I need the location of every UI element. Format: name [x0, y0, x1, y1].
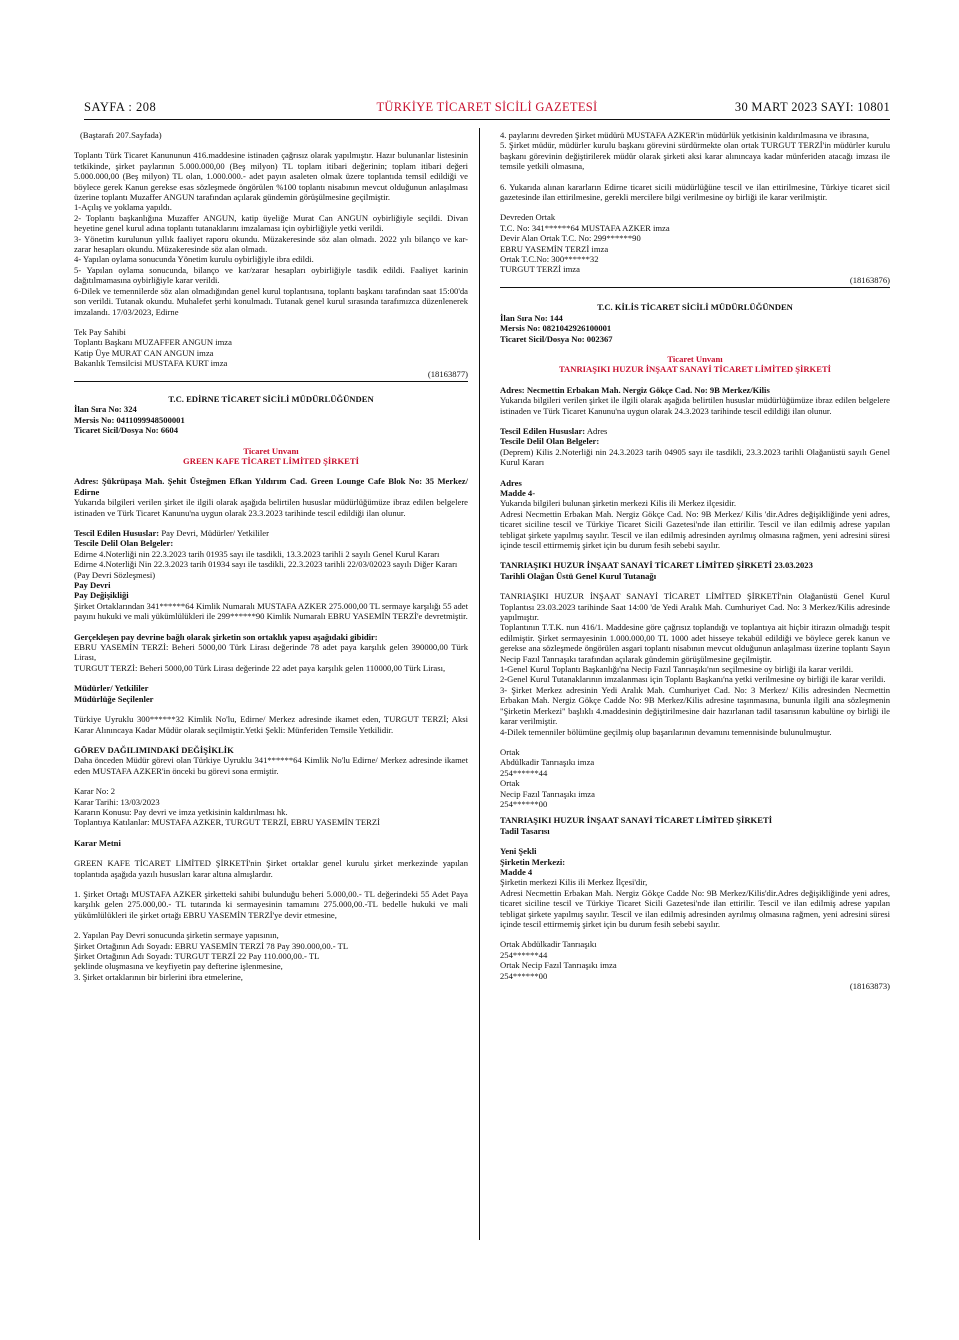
trade-name: TANRIAŞIKI HUZUR İNŞAAT SANAYİ TİCARET LİMİTED ŞİRKETİ: [558, 364, 832, 375]
partner-signature: 254******00: [500, 798, 548, 809]
decision-item: 5. Şirket müdür, müdürler kurulu başkanı görevini sürdürmekte olan ortak TURGUT TERZİ'in müdürler kurulu başkanı görevinin değiştirilerek müdür olarak şirketi aksi karar alınıncaya kadar münferiden atacağı imzası ile temsile yetkili olmasına,: [500, 140, 890, 172]
partner-share: EBRU YASEMİN TERZİ: Beheri 5000,00 Türk Lirası değerinde 78 adet paya karşılık gelen 390000,00 Türk Lirası,: [74, 642, 468, 663]
signature-line: Bakanlık Temsilcisi MUSTAFA KURT imza: [74, 358, 228, 369]
partner-signature: 254******44: [500, 949, 548, 960]
transfer-signature: EBRU YASEMİN TERZİ imza: [500, 243, 609, 254]
agenda-item: 4- Yapılan oylama sonucunda Yönetim kurulu oybirliğiyle ibra edildi.: [74, 254, 314, 265]
continued-note: (Baştarafı 207.Sayfada): [80, 130, 162, 140]
article-heading: Madde 4: [500, 866, 533, 877]
decision-item: şeklinde oluşmasına ve keyfiyetin pay defterine işlenmesine,: [74, 961, 283, 972]
decision-info: Kararın Konusu: Pay devri ve imza yetkisinin kaldırılması hk.: [74, 806, 288, 817]
new-form-heading: Yeni Şekli: [500, 846, 537, 857]
decision-text-heading: Karar Metni: [74, 837, 121, 848]
duty-change-text: Daha önceden Müdür görevi olan Türkiye Uyruklu 341******64 Kimlik No'lu Edirne/ Merkez adresinde ikamet eden MUSTAFA AZKER'in önceki bu görevi sona ermiştir.: [74, 755, 468, 776]
registered-matters-value: Pay Devri, Müdürler/ Yetkililer: [159, 528, 269, 538]
article-text: Adresi Necmettin Erbakan Mah. Nergiz Gökçe Cadde No: 9B Merkez/Kilis'dir.Adres değişikliğinde yeni adres, ticaret siciline tescil ve Türkiye Ticaret Sicili Gazetesi'nde ilan ettirilir. Tescil ve ilan edilmiş adrese yapılan tebligat şirkete yapılmış sayılır. Tescil ve ilan edilmiş adresinden ayrılmış olmasına rağmen, yeni adresini süresi içinde tescil ettirmemiş şirket için bu durum fesih sebebi sayılır.: [500, 887, 890, 929]
agenda-item: 3- Yönetim kurulunun yıllık faaliyet raporu okundu. Müzakeresinde söz alan olmadı. 2022 yılı bilanço ve kar-zarar hesapları okundu. Müzakeresinde söz alan olmadı.: [74, 233, 468, 255]
registry-office: T.C. EDİRNE TİCARET SİCİLİ MÜDÜRLÜĞÜNDEN: [168, 393, 374, 404]
registered-matters-value: Adres: [585, 425, 608, 436]
agenda-item: 5- Yapılan oylama sonucunda, bilanço ve kar/zarar hesapları oybirliğiyle tasdik edildi. Faaliyet karinin dağıtılmamasına oybirliğiyle karar verildi.: [74, 264, 468, 286]
partnership-structure-title: Gerçekleşen pay devrine bağlı olarak şirketin son ortaklık yapısı aşağıdaki gibidir:: [74, 631, 378, 642]
section-divider: [74, 381, 468, 382]
evidence-doc: (Pay Devri Sözleşmesi): [74, 569, 156, 580]
partner-signature: 254******00: [500, 970, 548, 981]
amendment-subtitle: Tadil Tasarısı: [500, 825, 550, 836]
signature-line: Toplantı Başkanı MUZAFFER ANGUN imza: [74, 337, 232, 348]
signature-line: Katip Üye MURAT CAN ANGUN imza: [74, 347, 214, 358]
evidence-doc: (Deprem) Kilis 2.Noterliği nin 24.3.2023 tarih 04905 sayı ile tasdikli, 23.3.2023 tarihli Olağanüstü sayılı Genel Kurul Kararı: [500, 446, 890, 468]
sicil-no: Ticaret Sicil/Dosya No: 6604: [74, 425, 178, 436]
page-number: SAYFA : 208: [84, 100, 157, 114]
transfer-signature: Ortak T.C.No: 300******32: [500, 254, 599, 265]
decision-item: Şirket Ortağının Adı Soyadı: EBRU YASEMİN TERZİ 78 Pay 390.000,00.- TL: [74, 940, 349, 951]
ilan-no: İlan Sıra No: 144: [500, 312, 563, 323]
transfer-signature: Devreden Ortak: [500, 212, 556, 223]
decision-item: 1. Şirket Ortağı MUSTAFA AZKER şirketteki sahibi bulunduğu beheri 5.000,00.- TL değerindeki 55 Adet Paya karşılık gelen 275.000,00.- TL tutarında ki sermayesinin tamamını 275.000,00.-TL bedelle hukuki ve mali yükümlülükleri ile şirket ortağı EBRU YASEMİN TERZİ'ye devir etmesine,: [74, 888, 468, 920]
transfer-signature: T.C. No: 341******64 MUSTAFA AZKER imza: [500, 222, 670, 233]
decision-item: 3. Şirket ortaklarının bir birlerini ibra etmelerine,: [74, 971, 243, 982]
decision-item: 6. Yukarıda alınan kararların Edirne ticaret sicili müdürlüğüne tescil ve ilan ettirilmesine, Türkiye ticaret sicil gazetesinde ilan ettirilmesine, gerekli mercilere bilgi verilmesine oy birliği ile karar verilmiştir.: [500, 181, 890, 203]
decision-item: 4. paylarını devreden Şirket müdürü MUSTAFA AZKER'in müdürlük yetkisinin kaldırılmasına ve ibrasına,: [500, 130, 869, 140]
decision-item: Şirket Ortağının Adı Soyadı: TURGUT TERZİ 22 Pay 110.000,00.- TL: [74, 951, 320, 961]
section-divider: [500, 287, 890, 288]
address-heading: Adres: [500, 477, 522, 488]
partner-signature: 254******44: [500, 767, 548, 778]
minutes-item: 1-Genel Kurul Toplantı Başkanlığı'na Necip Fazıl Tanrıaşıkı'nın seçilmesine oy birliği ila karar verildi.: [500, 664, 854, 675]
address-description: Yukarıda bilgileri verilen şirket ile ilgili olarak aşağıda belirtilen hususlar müdürlüğümüze ibraz edilen belgelere istinaden ve Türk Ticaret Kanunu'na uygun olarak 23.3.2023 tarihinde tescil edildiği ilan olunur.: [74, 497, 468, 518]
company-seat-heading: Şirketin Merkezi:: [500, 856, 566, 867]
registered-matters-label: Tescil Edilen Hususlar:: [500, 425, 586, 436]
mersis-no: Mersis No: 0411099948500001: [74, 414, 185, 425]
left-column: [74, 130, 468, 982]
registered-matters-label: Tescil Edilen Hususlar:: [74, 528, 160, 538]
meeting-intro: Toplantı Türk Ticaret Kanununun 416.maddesine istinaden çağrısız olarak yapılmıştır. Hazır bulunanlar listesinin tetkikinde, şirket paylarının 5.000.000,00 (Beş milyon) TL toplam itibari değerinin; toplam itibari değeri 5.000.000,00 (Beş milyon) TL olan, 1.000.000.- adet payın asaleten olmak üzere toplantıda temsil edildiği ve böylece gerek Kanun gerekse esas sözleşmede öngörülen %100 toplantı nisabının mevcut olduğunun anlaşılması üzerine toplantı Muzaffer ANGUN tarafından açılarak gündemin görüşülmesine geçilmiştir.: [74, 150, 468, 203]
partner-signature: Ortak: [500, 778, 520, 789]
article-text: Şirketin merkezi Kilis ili Merkez İlçesi'dir,: [500, 877, 648, 888]
minutes-item: 2-Genel Kurul Tutanaklarının imzalanması için Toplantı Başkanı'na yetki verilmesine oy birliği ile karar verildi.: [500, 674, 886, 685]
partner-signature: Necip Fazıl Tanrıaşıkı imza: [500, 788, 595, 799]
manager-text: Türkiye Uyruklu 300******32 Kimlik No'lu, Edirne/ Merkez adresinde ikamet eden, TURGUT TERZİ; Aksi Karar Alınıncaya Kadar Müdür olarak seçilmiştir.Yetki Şekli: Münferiden Temsile Yetkilidir.: [74, 714, 468, 735]
registry-office: T.C. KİLİS TİCARET SİCİLİ MÜDÜRLÜĞÜNDEN: [597, 302, 793, 313]
evidence-docs-label: Tescile Delil Olan Belgeler:: [500, 436, 600, 447]
evidence-doc: Edirne 4.Noterliği Nin 22.3.2023 tarih 01934 sayı ile tasdikli, 22.3.2023 tarihli 22/03/02023 sayılı Diğer Kararı: [74, 559, 458, 570]
partner-signature: Ortak Abdülkadir Tanrıaşıkı: [500, 939, 597, 950]
decision-info: Toplantıya Katılanlar: MUSTAFA AZKER, TURGUT TERZİ, EBRU YASEMİN TERZİ: [74, 817, 381, 828]
minutes-subtitle: Tarihli Olağan Üstü Genel Kurul Tutanağı: [500, 570, 657, 581]
share-transfer-heading: Pay Devri: [74, 580, 111, 591]
share-change-heading: Pay Değişikliği: [74, 590, 129, 601]
sicil-no: Ticaret Sicil/Dosya No: 002367: [500, 333, 613, 344]
elected-managers-heading: Müdürlüğe Seçilenler: [74, 693, 154, 704]
mersis-no: Mersis No: 0821042926100001: [500, 323, 612, 334]
decision-info: Karar Tarihi: 13/03/2023: [74, 796, 160, 807]
agenda-item: 1-Açılış ve yoklama yapıldı.: [74, 202, 172, 213]
partner-share: TURGUT TERZİ: Beheri 5000,00 Türk Lirası değerinde 22 adet paya karşılık gelen 110000,00 Türk Lirası,: [74, 662, 446, 673]
registered-matters: [500, 426, 890, 436]
signature-line: Tek Pay Sahibi: [74, 326, 126, 337]
issue-date: 30 MART 2023 SAYI: 10801: [734, 100, 890, 114]
minutes-body: Toplantının T.T.K. nun 416/1. Maddesine göre çağrısız toplandığı ve toplantıya ait hiçbir itirazın olmadığı tespit edilmiştir. Şirket sermayesinin 1.000.000,00 TL 1000 adet hisseye tekabül edildiği ve böylece gerek kanun ve gerekse ana sözleşmede öngörülen asgari toplantı nisabının mevcut olduğunun anlaşılması üzerine toplantı Sayın Necip Fazıl Tanrıaşıkı tarafından açılarak gündemin görüşülmesine geçilmiştir.: [500, 622, 890, 664]
announcement-ref: (18163877): [427, 368, 468, 379]
trade-name-label: Ticaret Unvanı: [667, 353, 723, 364]
managers-heading: Müdürler/ Yetkililer: [74, 683, 149, 694]
evidence-docs-label: Tescile Delil Olan Belgeler:: [74, 538, 174, 549]
evidence-doc: Edirne 4.Noterliği nin 22.3.2023 tarih 01935 sayı ile tasdikli, 13.3.2023 tarihli 2 sayılı Genel Kurul Kararı: [74, 548, 440, 559]
partner-signature: Ortak: [500, 746, 520, 757]
trade-name-label: Ticaret Unvanı: [243, 445, 299, 456]
minutes-title: TANRIAŞIKI HUZUR İNŞAAT SANAYİ TİCARET LİMİTED ŞİRKETİ 23.03.2023: [500, 560, 813, 571]
announcement-ref: (18163876): [849, 274, 890, 285]
transfer-signature: TURGUT TERZİ imza: [500, 264, 580, 275]
gazette-title: TÜRKİYE TİCARET SİCİLİ GAZETESİ: [376, 100, 598, 114]
registered-matters: [74, 528, 468, 538]
agenda-item: 2- Toplantı başkanlığına Muzaffer ANGUN, katip üyeliğe Murat Can ANGUN oybirliğiyle seçildi. Divan heyetine genel kurul adına toplantı tutanaklarını imzalaması için oybirliğiyle yetki verildi.: [74, 212, 468, 234]
page-header: [84, 100, 890, 118]
right-column: [500, 130, 890, 991]
agenda-item: 6-Dilek ve temennilerde söz alan olmadığından genel kurul toplantısına, toplantı başkanı tarafından saat 15:00'da son verildi. Tutanak okundu. Muhalefet şerhi konulmadı. Tutanak genel kurul sırasında tarafımızca düzenlenerek imzalandı. 17/03/2023, Edirne: [74, 285, 468, 317]
transfer-signature: Devir Alan Ortak T.C. No: 299******90: [500, 233, 641, 244]
partner-signature: Ortak Necip Fazıl Tanrıaşıkı imza: [500, 960, 617, 971]
company-address: Adres: Şükrüpaşa Mah. Şehit Üsteğmen Efkan Yıldırım Cad. Green Lounge Cafe Blok No: 35 Merkez/ Edirne: [74, 476, 468, 497]
address-description: Yukarıda bilgileri verilen şirket ile ilgili olarak aşağıda belirtilen hususlar müdürlüğümüze ibraz edilen belgelere istinaden ve Türk Ticaret Kanunu'na uygun olarak 24.3.2023 tarihinde tescil edildiği ilan olunur.: [500, 395, 890, 416]
decision-item: 2. Yapılan Pay Devri sonucunda şirketin sermaye yapısının,: [74, 930, 279, 941]
amendment-title: TANRIAŞIKI HUZUR İNŞAAT SANAYİ TİCARET LİMİTED ŞİRKETİ: [500, 815, 773, 826]
minutes-intro: TANRIAŞIKI HUZUR İNŞAAT SANAYİ TİCARET LİMİTED ŞİRKETİ'nin Olağanüstü Genel Kurul Toplantısı 23.03.2023 tarihinde Saat 14:00 'de Yedi Aralık Mah. Cumhuriyet Cad. No: 3 Merkez/Kilis adresinde yapılmıştır.: [500, 591, 890, 623]
ilan-no: İlan Sıra No: 324: [74, 404, 137, 415]
article-text: Adresi Necmettin Erbakan Mah. Nergiz Gökçe Cad. No: 9B Merkez/ Kilis 'dir.Adres değişikliğinde yeni adres, ticaret siciline tescil ve Türkiye Ticaret Sicili Gazetesi'nde ilan ettirilir. Tescil ve ilan edilmiş adrese yapılan tebligat şirkete yapılmış sayılır. Tescil ve ilan edilmiş adresinden ayrılmış olmasına rağmen, yeni adresini süresi içinde tescil ettirmemiş şirket için bu durum fesih sebebi sayılır.: [500, 508, 890, 550]
header-rule: [84, 119, 890, 120]
duty-change-title: GÖREV DAĞILIMINDAKİ DEĞİŞİKLİK: [74, 744, 234, 755]
minutes-item: 4-Dilek temenniler bölümüne geçilmiş olup başarılarının devamını temennisinde bulunulmuştur.: [500, 726, 832, 737]
partner-signature: Abdülkadir Tanrıaşıkı imza: [500, 757, 595, 768]
announcement-ref: (18163873): [849, 981, 890, 992]
minutes-item: 3- Şirket Merkez adresinin Yedi Aralık Mah. Cumhuriyet Cad. No: 3 Merkez/ Kilis adresinden Necmettin Erbakan Mah. Nergiz Gökçe Cadde No: 9B Merkez/Kilis adresine taşınmasına, bununla ilgili ana sözleşmenin "Şirketin Merkezi" başlıklı 4.maddesinin değiştirilmesine dair hazırlanan tadil tasarısının kabulüne oy birliği ile karar verilmiştir.: [500, 684, 890, 727]
decision-info: Karar No: 2: [74, 786, 116, 797]
article-text: Yukarıda bilgileri bulunan şirketin merkezi Kilis ili Merkez ilçesidir.: [500, 498, 737, 509]
decision-intro: GREEN KAFE TİCARET LİMİTED ŞİRKETİ'nin Şirket ortaklar genel kurulu şirket merkezinde yapılan toplantıda aşağıda yazılı hususları karar altına almışlardır.: [74, 858, 468, 879]
column-divider: [479, 128, 480, 1240]
article-heading: Madde 4-: [500, 487, 536, 498]
trade-name: GREEN KAFE TİCARET LİMİTED ŞİRKETİ: [183, 455, 359, 466]
company-address: Adres: Necmettin Erbakan Mah. Nergiz Gökçe Cad. No: 9B Merkez/Kilis: [500, 384, 770, 395]
share-transfer-text: Şirket Ortaklarından 341******64 Kimlik Numaralı MUSTAFA AZKER 275.000,00 TL sermaye karşılığı 55 adet payını hukuki ve mali yükümlülükleri ile 299******90 Kimlik Numaralı EBRU YASEMİN TERZİ'e devretmiştir.: [74, 600, 468, 622]
